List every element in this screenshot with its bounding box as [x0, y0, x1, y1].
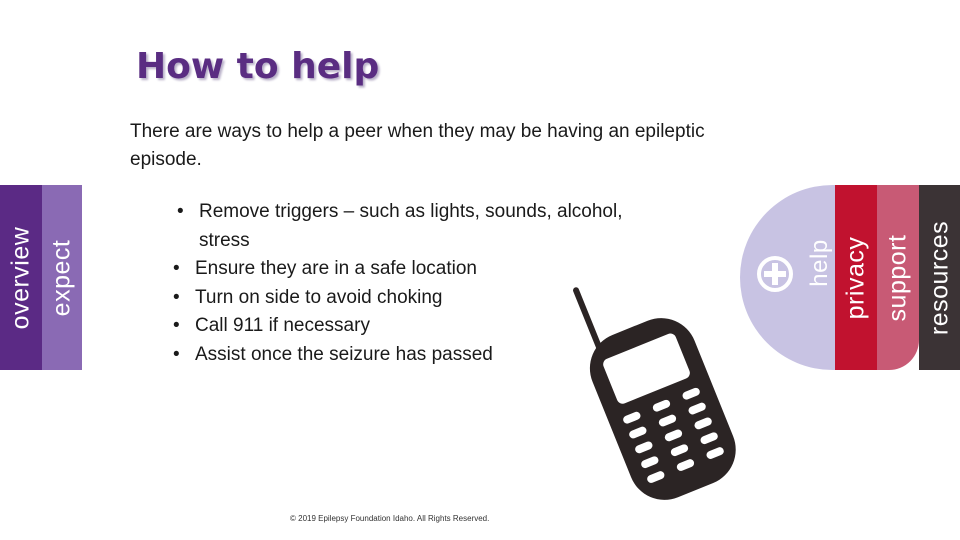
tab-expect-label: expect — [47, 239, 76, 316]
list-item: • Call 911 if necessary — [170, 312, 640, 341]
tab-overview[interactable] — [0, 185, 42, 370]
intro-text: There are ways to help a peer when they may be having an epileptic episode. — [130, 121, 705, 170]
tab-help-label: help — [806, 239, 833, 287]
phone-icon — [565, 262, 755, 502]
list-item: • Turn on side to avoid choking — [170, 284, 640, 313]
copyright-footer: © 2019 Epilepsy Foundation Idaho. All Rights Reserved. — [290, 514, 490, 523]
tab-support[interactable] — [877, 185, 919, 370]
plus-icon — [755, 254, 795, 294]
page-title: How to help — [136, 46, 380, 87]
tab-overview-label: overview — [6, 226, 35, 329]
list-item: • Ensure they are in a safe location — [170, 255, 640, 284]
list-item: • Assist once the seizure has passed — [170, 341, 640, 370]
tab-resources-label: resources — [925, 220, 953, 335]
list-item: • Remove triggers – such as lights, sounds, alcohol, stress — [174, 198, 640, 255]
tab-resources[interactable] — [919, 185, 960, 370]
tab-privacy-label: privacy — [841, 236, 870, 319]
tab-expect[interactable] — [42, 185, 82, 370]
tab-support-label: support — [883, 234, 912, 321]
tab-privacy[interactable] — [835, 185, 877, 370]
